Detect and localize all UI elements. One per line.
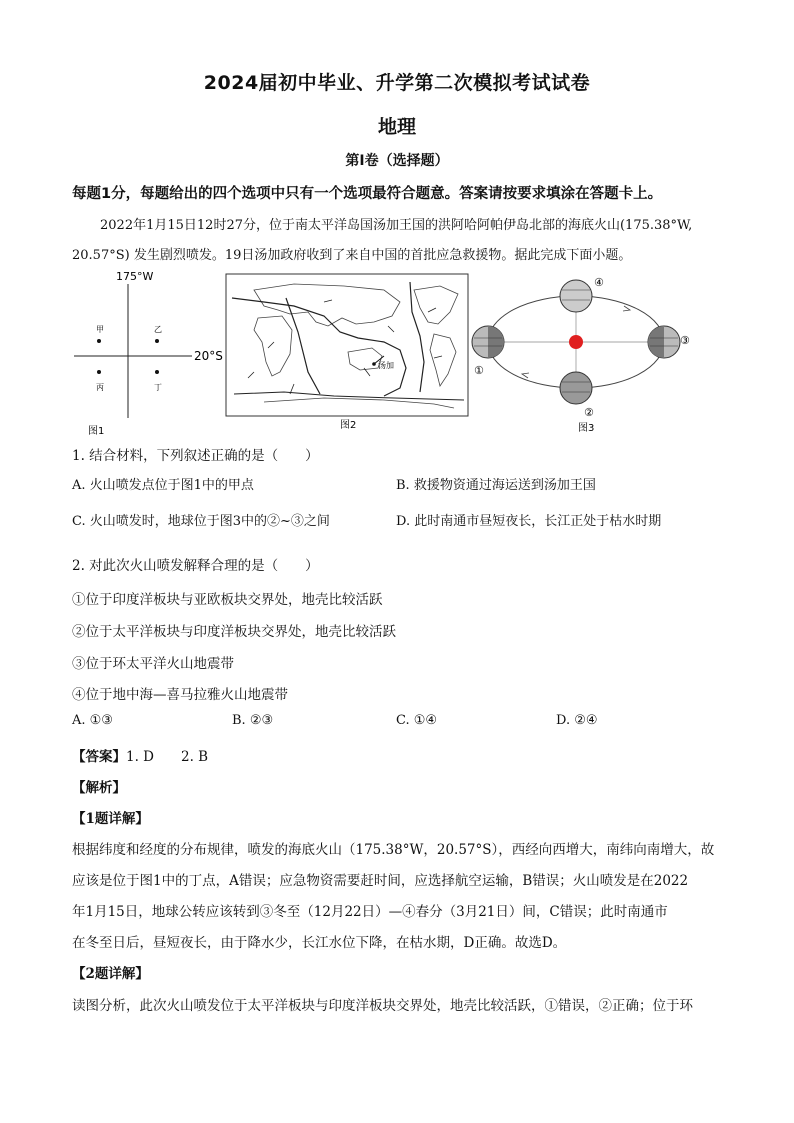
q1-stem: 1. 结合材料，下列叙述正确的是（ ） — [72, 448, 319, 464]
q2-statement-2: ②位于太平洋板块与印度洋板块交界处，地壳比较活跃 — [72, 624, 396, 640]
q2-statement-4: ④位于地中海—喜马拉雅火山地震带 — [72, 687, 288, 703]
answer-text: 1. D 2. B — [126, 749, 209, 765]
detail-1-label: 【1题详解】 — [72, 811, 149, 827]
earth-position-1 — [472, 326, 504, 358]
fig3-label-1: ① — [474, 364, 484, 377]
fig3-label-3: ③ — [680, 334, 690, 347]
figure-3-earth-revolution — [466, 270, 702, 434]
fig1-point-ding-label: 丁 — [154, 383, 162, 392]
fig1-point-ding — [155, 370, 159, 374]
detail-2-label: 【2题详解】 — [72, 966, 149, 982]
q2-option-d: D. ②④ — [556, 713, 598, 728]
fig1-point-jia-label: 甲 — [96, 325, 104, 334]
earth-position-2 — [560, 372, 592, 404]
q1-option-b: B. 救援物资通过海运送到汤加王国 — [396, 478, 596, 493]
q2-stem: 2. 对此次火山喷发解释合理的是（ ） — [72, 558, 319, 574]
fig1-longitude-label: 175°W — [116, 270, 154, 283]
subject-title: 地理 — [377, 116, 416, 138]
q1-option-d: D. 此时南通市昼短夜长，长江正处于枯水时期 — [396, 514, 662, 529]
q2-option-c: C. ①④ — [396, 713, 438, 728]
detail-2-line-1: 读图分析，此次火山喷发位于太平洋板块与印度洋板块交界处，地壳比较活跃，①错误，②正确；位于环 — [72, 998, 693, 1014]
earth-position-4 — [560, 280, 592, 312]
detail-1-line-2: 应该是位于图1中的丁点，A错误；应急物资需要赶时间，应选择航空运输，B错误；火山喷发是在2022 — [72, 873, 689, 889]
fig1-caption: 图1 — [88, 426, 105, 437]
q2-option-a: A. ①③ — [72, 713, 113, 728]
fig1-point-yi-label: 乙 — [154, 325, 162, 334]
fig1-point-jia — [97, 339, 101, 343]
figure-2-world-plate-map — [224, 272, 470, 432]
instruction-text: 每题1分，每题给出的四个选项中只有一个选项最符合题意。答案请按要求填涂在答题卡上。 — [72, 186, 663, 202]
detail-1-line-3: 年1月15日，地球公转应该转到③冬至（12月22日）—④春分（3月21日）间，C错误；此时南通市 — [72, 904, 668, 920]
earth-position-3 — [648, 326, 680, 358]
material-line-1: 2022年1月15日12时27分，位于南太平洋岛国汤加王国的洪阿哈阿帕伊岛北部的海底火山(175.38°W, — [100, 218, 693, 233]
analysis-label: 【解析】 — [72, 780, 126, 796]
fig1-point-yi — [155, 339, 159, 343]
fig1-point-bing-label: 丙 — [96, 383, 104, 392]
answer-row — [72, 745, 208, 765]
fig3-label-4: ④ — [594, 276, 604, 289]
section-title: 第Ⅰ卷（选择题） — [345, 153, 449, 169]
answer-label: 【答案】 — [72, 749, 126, 765]
detail-1-line-1: 根据纬度和经度的分布规律，喷发的海底火山（175.38°W，20.57°S），西经向西增大，南纬向南增大，故 — [72, 842, 715, 858]
fig3-label-2: ② — [584, 406, 594, 419]
detail-1-line-4: 在冬至日后，昼短夜长，由于降水少，长江水位下降，在枯水期，D正确。故选D。 — [72, 935, 567, 951]
fig3-caption: 图3 — [578, 423, 595, 434]
figure-1-coordinate-diagram — [68, 268, 228, 438]
q2-statement-1: ①位于印度洋板块与亚欧板块交界处，地壳比较活跃 — [72, 592, 383, 608]
tonga-marker — [372, 362, 376, 366]
sun — [569, 335, 583, 349]
q1-option-a: A. 火山喷发点位于图1中的甲点 — [72, 478, 254, 493]
fig2-place-label: 汤加 — [378, 361, 394, 370]
q2-statement-3: ③位于环太平洋火山地震带 — [72, 656, 234, 672]
q1-option-c: C. 火山喷发时，地球位于图3中的②~③之间 — [72, 514, 330, 529]
fig1-latitude-label: 20°S — [194, 349, 223, 363]
material-line-2: 20.57°S) 发生剧烈喷发。19日汤加政府收到了来自中国的首批应急救援物。据此完成下面小题。 — [72, 248, 632, 263]
fig1-point-bing — [97, 370, 101, 374]
q2-option-b: B. ②③ — [232, 713, 274, 728]
exam-title: 2024届初中毕业、升学第二次模拟考试试卷 — [203, 72, 591, 94]
fig2-caption: 图2 — [340, 420, 357, 431]
